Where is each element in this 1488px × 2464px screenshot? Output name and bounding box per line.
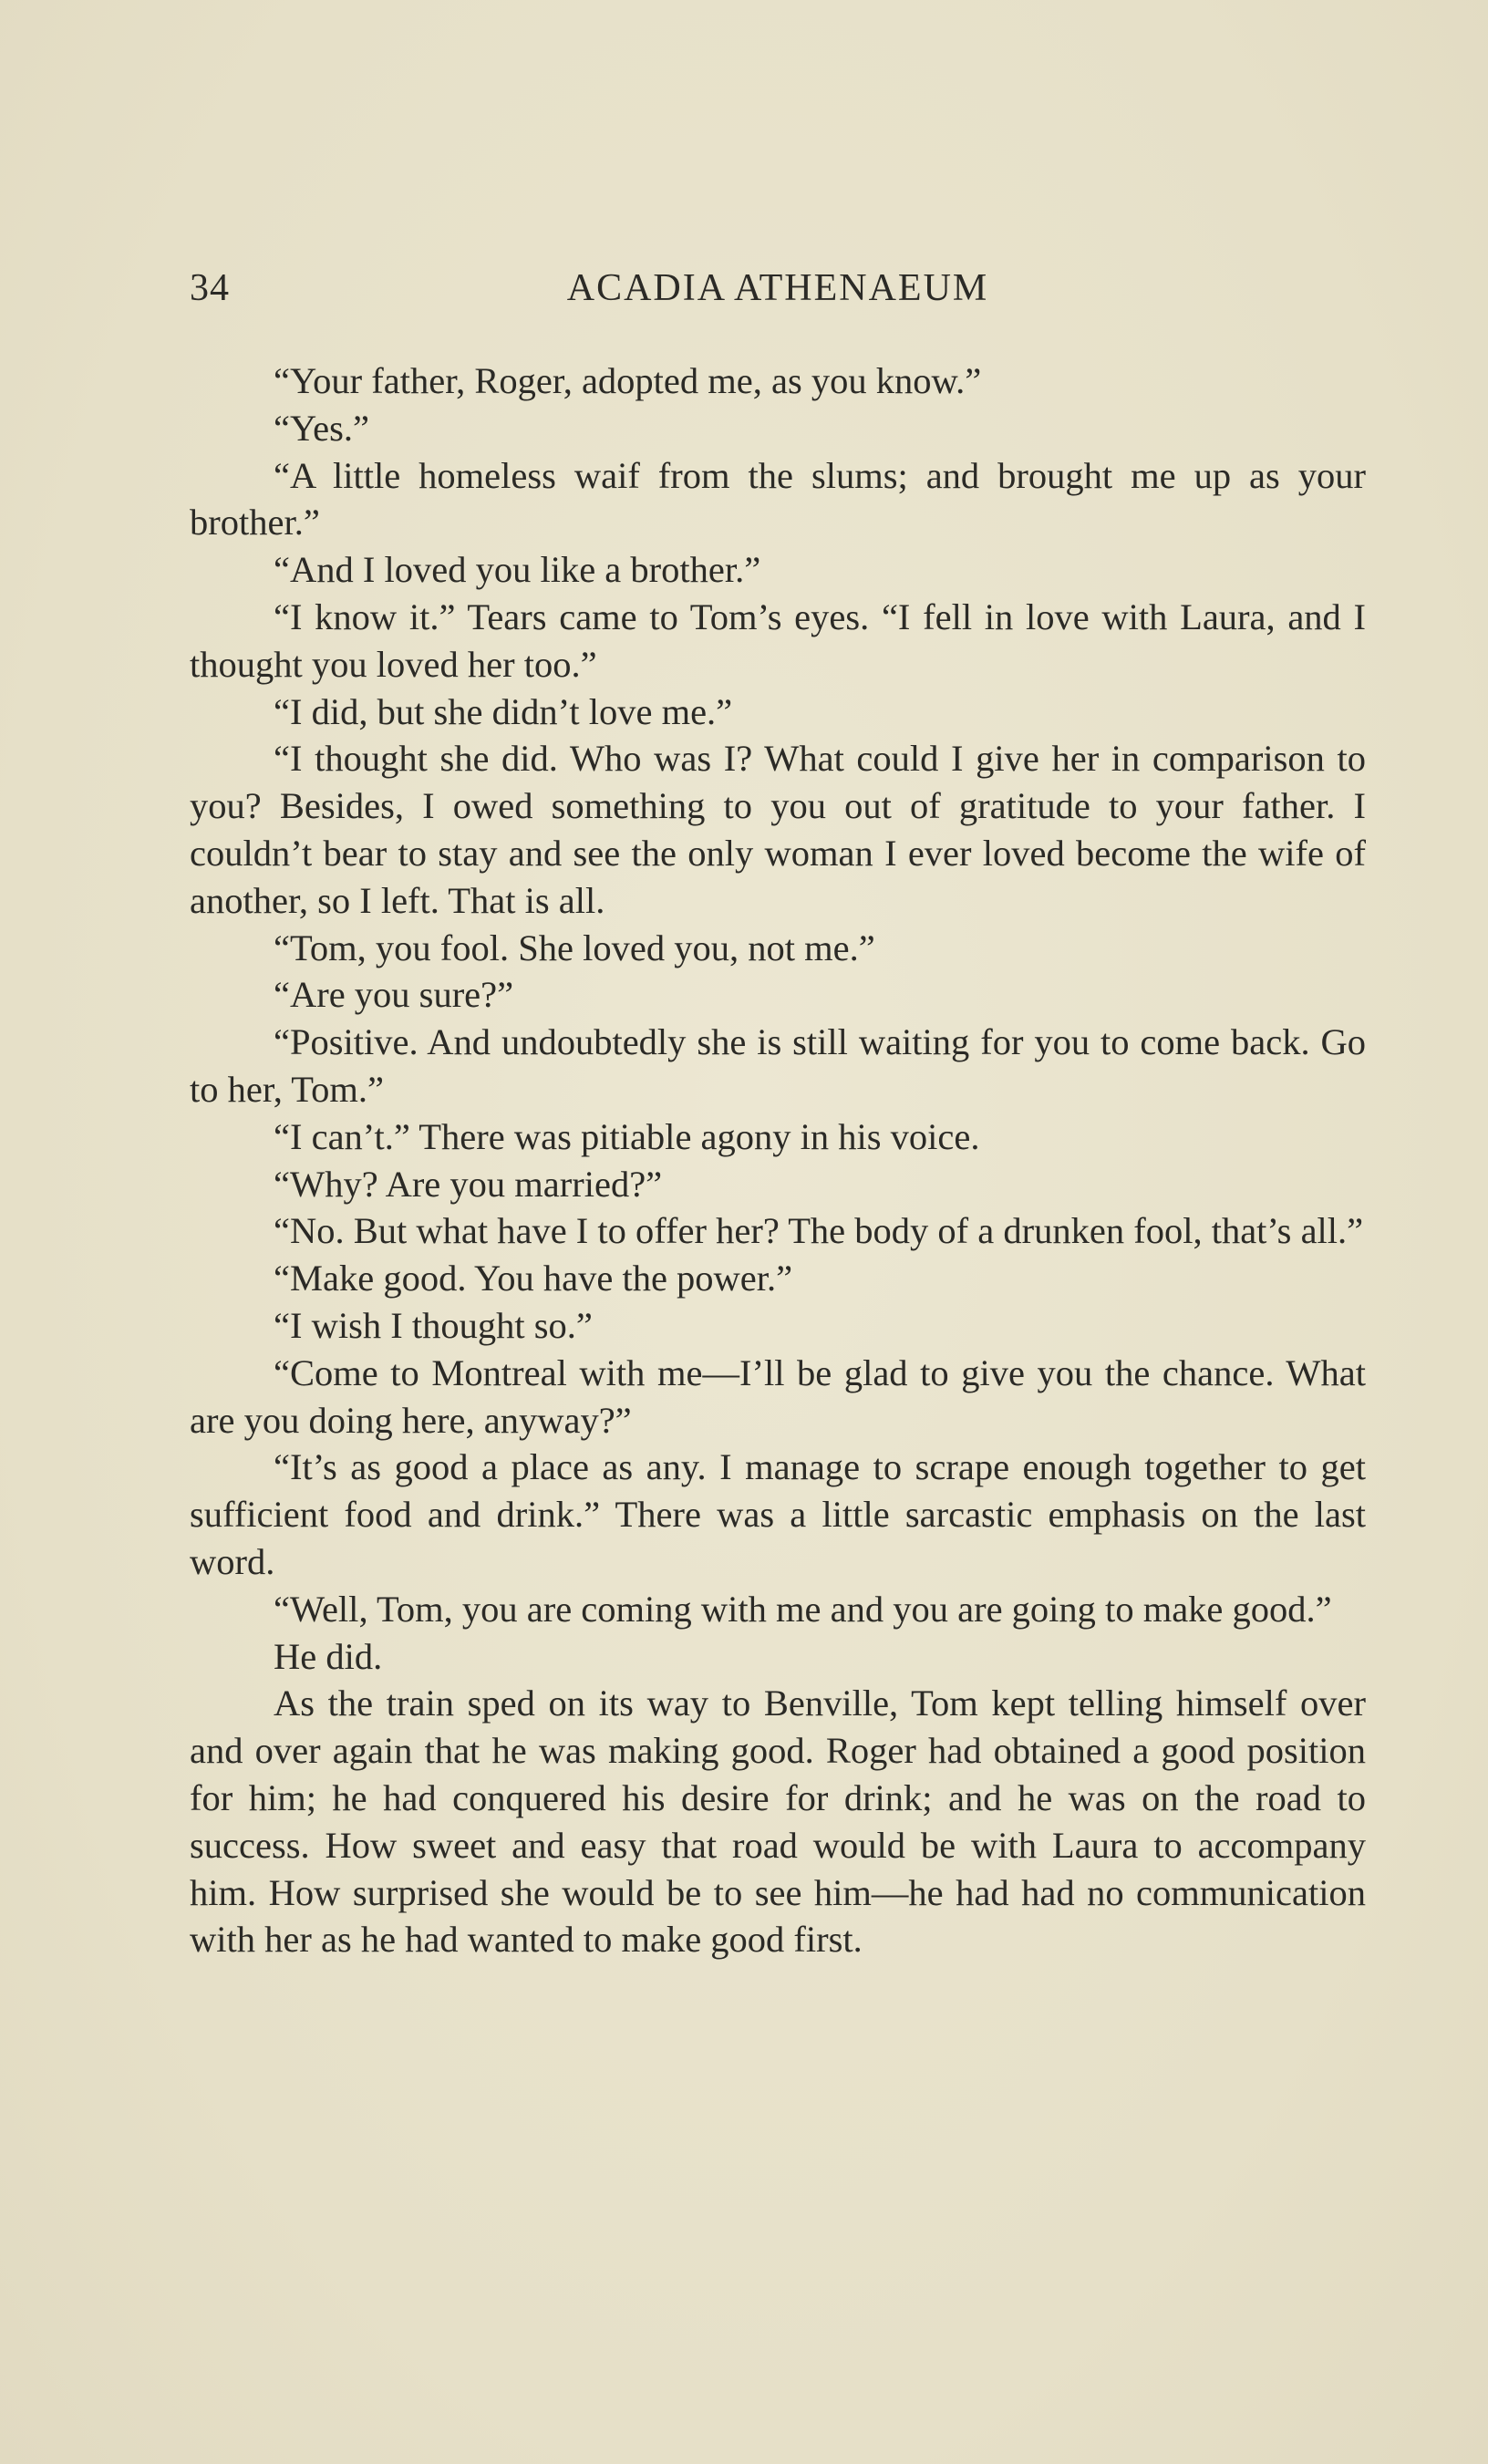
paragraph: “I thought she did. Who was I? What could I give her in comparison to you? Besides, I owed something to you out of gratitude to your father. I couldn’t bear to stay and see the only woman I ever loved become the wife of another, so I left. That is all.	[190, 738, 1366, 921]
paragraph: “Are you sure?”	[274, 974, 514, 1016]
paragraph: “Well, Tom, you are coming with me and you are going to make good.”	[274, 1588, 1332, 1630]
paragraph: “Positive. And undoubtedly she is still waiting for you to come back. Go to her, Tom.”	[190, 1021, 1366, 1110]
paragraph: “Why? Are you married?”	[274, 1163, 663, 1205]
paragraph: “It’s as good a place as any. I manage to scrape enough together to get sufficient food and drink.” There was a little sarcastic emphasis on the last word.	[190, 1446, 1366, 1582]
paragraph: “I did, but she didn’t love me.”	[274, 690, 733, 732]
paragraph: “Yes.”	[274, 407, 370, 449]
page-header	[190, 266, 1366, 321]
paragraph: “I know it.” Tears came to Tom’s eyes. “I fell in love with Laura, and I thought you loved her too.”	[190, 595, 1366, 685]
paragraph: He did.	[274, 1635, 383, 1677]
paragraph: “And I loved you like a brother.”	[274, 549, 761, 591]
page-number: 34	[190, 267, 230, 309]
running-title: ACADIA ATHENAEUM	[566, 267, 989, 309]
body-text	[190, 357, 1366, 1963]
paragraph: “I can’t.” There was pitiable agony in his voice.	[274, 1115, 980, 1157]
paragraph: “Make good. You have the power.”	[274, 1258, 793, 1299]
paragraph: “Come to Montreal with me—I’ll be glad to give you the chance. What are you doing here, anyway?”	[190, 1351, 1366, 1441]
paragraph: “A little homeless waif from the slums; and brought me up as your brother.”	[190, 454, 1366, 544]
paragraph: “No. But what have I to offer her? The body of a drunken fool, that’s all.”	[274, 1210, 1364, 1252]
paragraph: “Tom, you fool. She loved you, not me.”	[274, 927, 875, 968]
paragraph: “I wish I thought so.”	[274, 1304, 593, 1346]
paragraph: As the train sped on its way to Benville, Tom kept telling himself over and over again that he was making good. Roger had obtained a good position for him; he had conquered his desire for drink; and he was on the road to success. How sweet and easy that road would be with Laura to accompany him. How surprised she would be to see him—he had had no communication with her as he had wanted to make good first.	[190, 1682, 1366, 1961]
paragraph: “Your father, Roger, adopted me, as you know.”	[274, 360, 982, 401]
